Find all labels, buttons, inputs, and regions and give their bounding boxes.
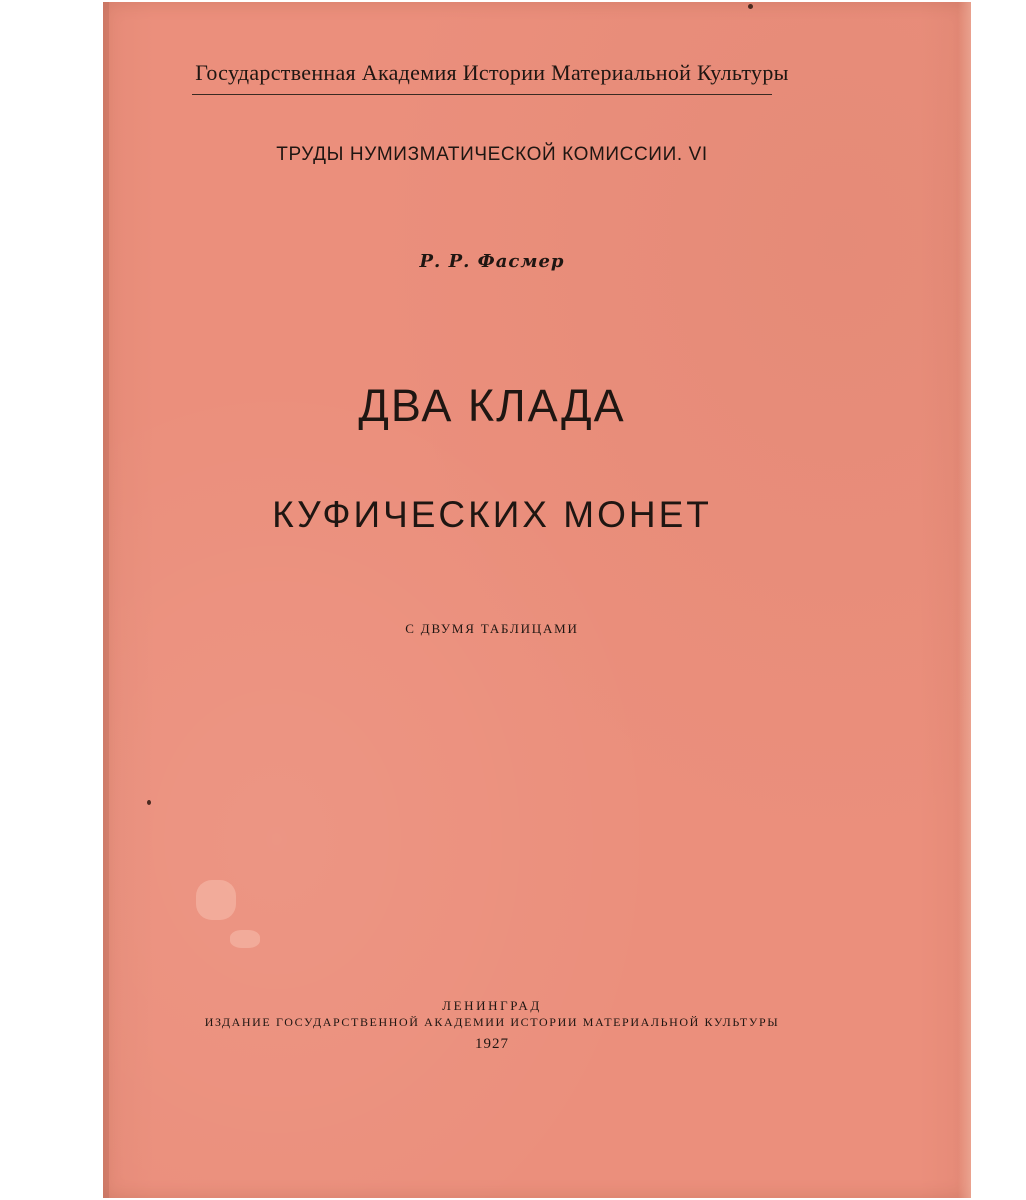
book-title-line-1: ДВА КЛАДА [358,380,626,431]
cover-right-edge [958,2,971,1198]
book-title-line-2: КУФИЧЕСКИХ МОНЕТ [272,494,712,535]
paper-speck [147,800,151,805]
academy-name: Государственная Академия Истории Материальной Культуры [195,60,789,85]
paper-wear-mark [196,880,236,920]
publisher-name: ИЗДАНИЕ ГОСУДАРСТВЕННОЙ АКАДЕМИИ ИСТОРИИ МАТЕРИАЛЬНОЙ КУЛЬТУРЫ [204,1015,780,1029]
author-name: Р. Р. Фасмер [419,251,565,272]
book-subtitle: С ДВУМЯ ТАБЛИЦАМИ [405,621,579,636]
publication-year: 1927 [475,1036,509,1052]
publication-city: ЛЕНИНГРАД [442,998,542,1013]
paper-speck [748,4,753,9]
series-title: ТРУДЫ НУМИЗМАТИЧЕСКОЙ КОМИССИИ. VI [276,144,708,165]
paper-wear-mark [230,930,260,948]
header-rule [192,94,772,95]
